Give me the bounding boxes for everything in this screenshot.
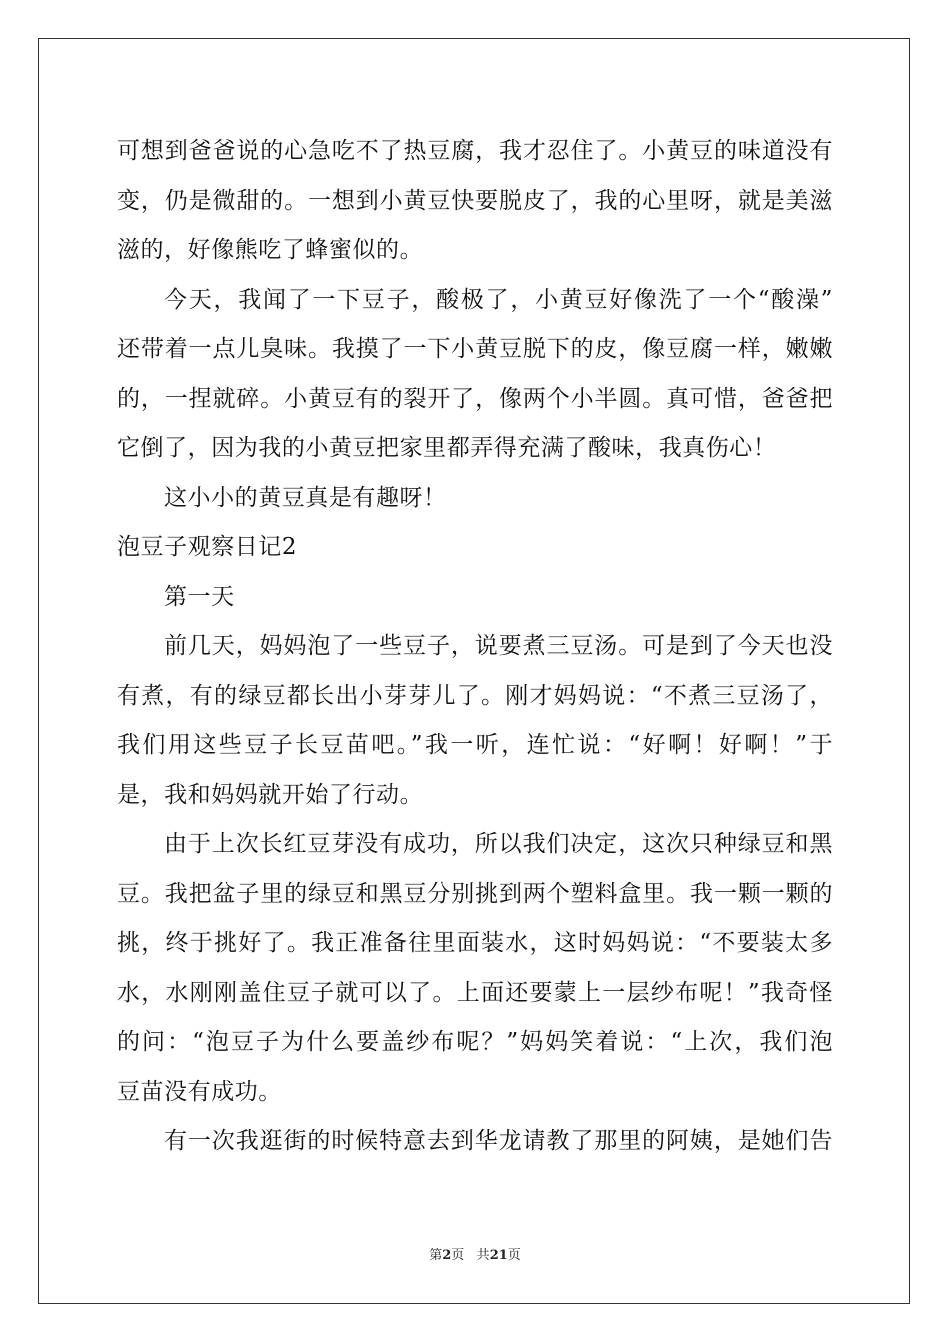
text-line: 豆。我把盆子里的绿豆和黑豆分别挑到两个塑料盒里。我一颗一颗的 bbox=[117, 880, 833, 907]
text-line: 是，我和妈妈就开始了行动。 bbox=[117, 781, 424, 808]
text-line: 滋的，好像熊吃了蜂蜜似的。 bbox=[117, 237, 424, 263]
paragraph-start-line: 由于上次长红豆芽没有成功，所以我们决定，这次只种绿豆和黑 bbox=[164, 831, 833, 857]
paragraph-start-line: 今天，我闻了一下豆子，酸极了，小黄豆好像洗了一个“酸澡” bbox=[164, 286, 833, 313]
total-unit: 页 bbox=[507, 1248, 521, 1263]
paragraph-start-line: 这小小的黄豆真是有趣呀！ bbox=[164, 484, 447, 511]
text-line: 有煮，有的绿豆都长出小芽芽儿了。刚才妈妈说：“不煮三豆汤了， bbox=[117, 682, 833, 709]
text-line: 挑，终于挑好了。我正准备往里面装水，这时妈妈说：“不要装太多 bbox=[117, 930, 833, 956]
total-prefix: 共 bbox=[476, 1248, 490, 1263]
day-heading: 第一天 bbox=[164, 583, 235, 610]
page-current: 2 bbox=[442, 1248, 452, 1263]
paragraph-start-line: 前几天，妈妈泡了一些豆子，说要煮三豆汤。可是到了今天也没 bbox=[164, 633, 833, 659]
paragraph-start-line: 有一次我逛街的时候特意去到华龙请教了那里的阿姨，是她们告 bbox=[164, 1128, 833, 1154]
document-body bbox=[117, 127, 833, 1167]
page-prefix: 第 bbox=[429, 1248, 443, 1263]
text-line: 它倒了，因为我的小黄豆把家里都弄得充满了酸味，我真伤心！ bbox=[117, 435, 777, 461]
text-line: 可想到爸爸说的心急吃不了热豆腐，我才忍住了。小黄豆的味道没有 bbox=[117, 138, 833, 164]
text-line: 的，一捏就碎。小黄豆有的裂开了，像两个小半圆。真可惜，爸爸把 bbox=[117, 385, 833, 412]
page-footer bbox=[0, 1246, 950, 1266]
text-line: 我们用这些豆子长豆苗吧。”我一听，连忙说：“好啊！好啊！”于 bbox=[117, 732, 833, 758]
text-line: 水，水刚刚盖住豆子就可以了。上面还要蒙上一层纱布呢！”我奇怪 bbox=[117, 979, 833, 1006]
text-line: 的问：“泡豆子为什么要盖纱布呢？”妈妈笑着说：“上次，我们泡 bbox=[117, 1029, 833, 1055]
text-line: 豆苗没有成功。 bbox=[117, 1078, 282, 1105]
text-line: 变，仍是微甜的。一想到小黄豆快要脱皮了，我的心里呀，就是美滋 bbox=[117, 187, 833, 214]
text-line: 还带着一点儿臭味。我摸了一下小黄豆脱下的皮，像豆腐一样，嫩嫩 bbox=[117, 336, 833, 362]
page-unit: 页 bbox=[451, 1248, 465, 1263]
section-title: 泡豆子观察日记2 bbox=[117, 534, 298, 560]
page-total: 21 bbox=[489, 1248, 508, 1263]
